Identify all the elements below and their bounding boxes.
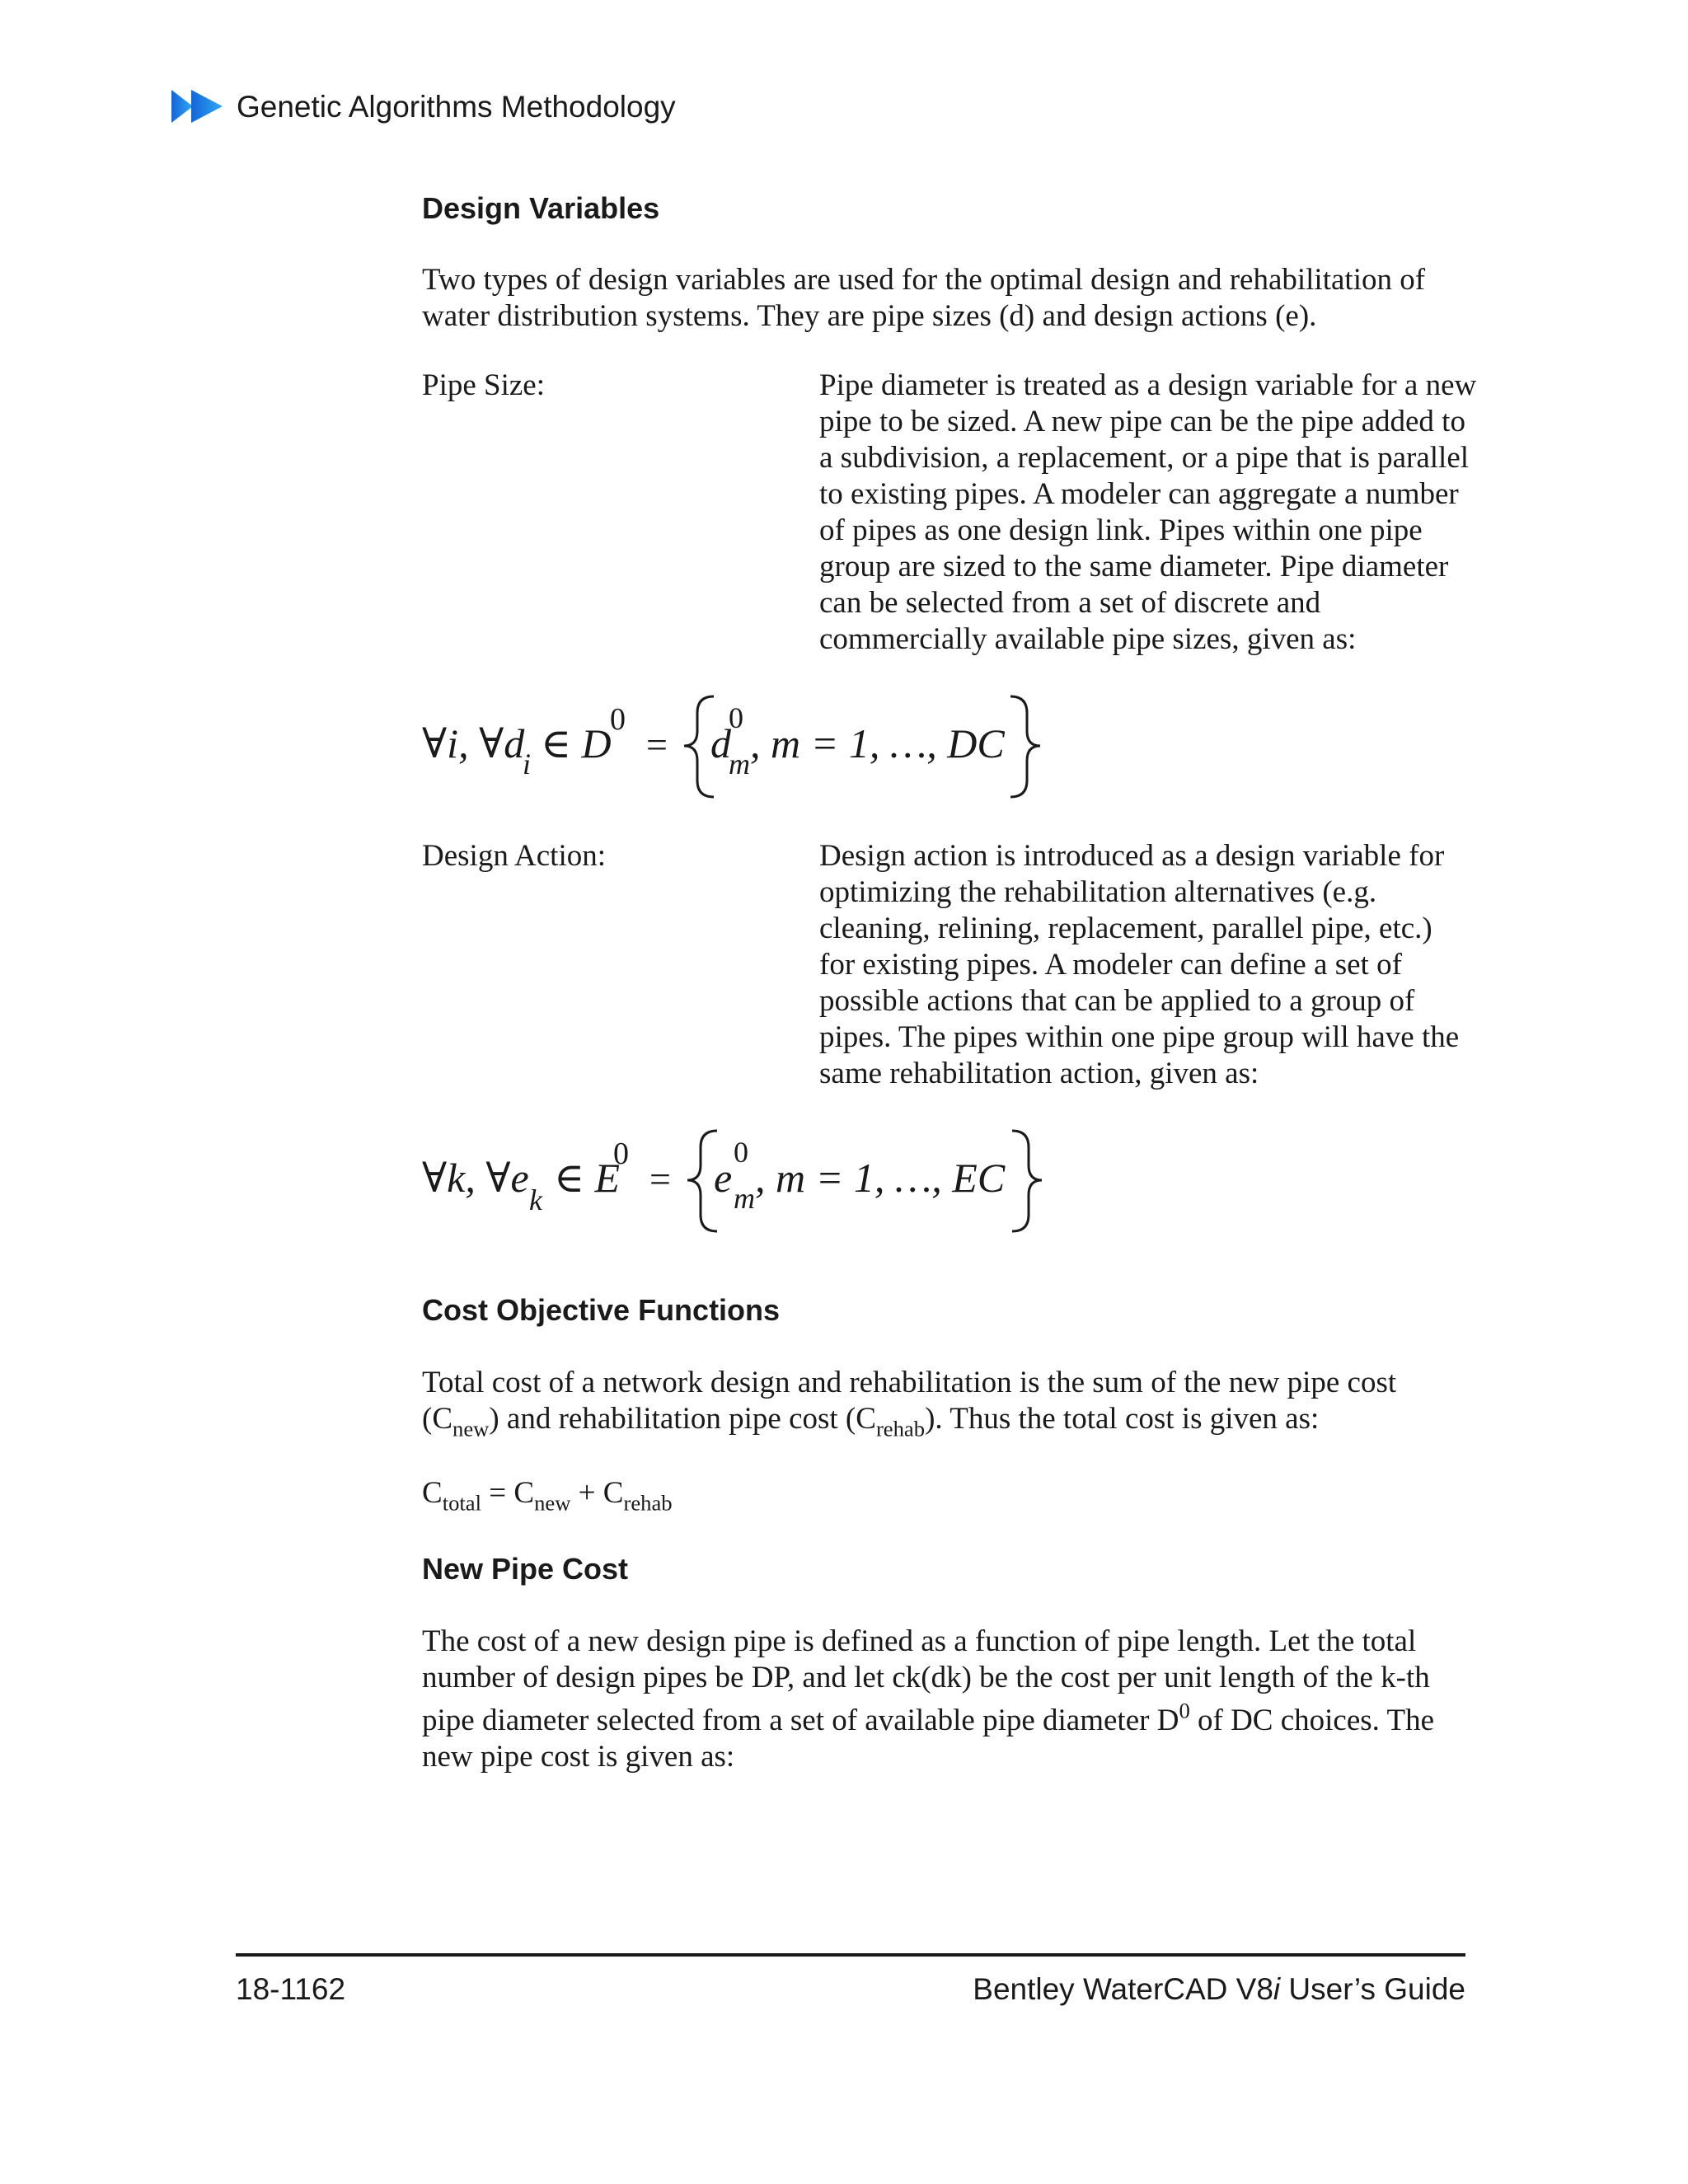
eq2-elem-sub: m (734, 1182, 755, 1215)
eq1-right-brace (1010, 696, 1040, 797)
paragraph-line: pipe diameter selected from a set of available pipe diameter $D^0$ of DC choices. The (422, 1698, 1435, 1737)
cost-objective-heading: Cost Objective Functions (422, 1293, 781, 1327)
eq2-sub-k: k (529, 1183, 542, 1216)
page-number: 18-1162 (236, 1972, 346, 2006)
desc-line: optimizing the rehabilitation alternatives (e.g. (819, 875, 1377, 909)
design-variables-intro (422, 262, 1461, 335)
desc-line: to existing pipes. A modeler can aggregate a number (819, 477, 1459, 511)
guide-title: Bentley WaterCAD V8i User’s Guide (973, 1972, 1465, 2006)
desc-line: Pipe diameter is treated as a design variable for a new (819, 368, 1477, 402)
paragraph-line: Total cost of a network design and rehabilitation is the sum of the new pipe cost (422, 1366, 1397, 1399)
eq2-forall: ∀k, ∀e (422, 1155, 529, 1201)
eq1-in-set: ∈ D (541, 720, 612, 766)
eq2-right-brace (1012, 1131, 1042, 1231)
new-pipe-cost-heading: New Pipe Cost (422, 1552, 629, 1586)
pipe-size-term: Pipe Size: (422, 368, 546, 402)
running-header-title: Genetic Algorithms Methodology (237, 90, 676, 124)
design-action-description (819, 838, 1470, 1092)
desc-line: of pipes as one design link. Pipes within one pipe (819, 513, 1423, 547)
desc-line: pipe to be sized. A new pipe can be the pipe added to (819, 405, 1465, 438)
eq2-element: e (714, 1155, 733, 1201)
desc-line: pipes. The pipes within one pipe group will have the (819, 1020, 1460, 1054)
eq2-elem-sup: 0 (734, 1136, 748, 1169)
eq1-rest: , m = 1, …, DC (750, 720, 1005, 766)
eq1-forall: ∀i, ∀d (422, 720, 525, 766)
eq2-rest: , m = 1, …, EC (755, 1155, 1006, 1201)
eq1-equals: = (646, 724, 668, 766)
eq1-element: d (710, 720, 731, 766)
eq1-elem-sup: 0 (729, 701, 743, 734)
new-pipe-cost-paragraph (422, 1624, 1461, 1775)
eq1-left-brace (684, 696, 714, 797)
eq1-sub-i: i (523, 748, 532, 780)
desc-line: Design action is introduced as a design variable for (819, 839, 1445, 873)
eq1-elem-sub: m (729, 748, 750, 780)
pipe-size-description (819, 368, 1477, 658)
desc-line: a subdivision, a replacement, or a pipe that is parallel (819, 441, 1470, 475)
cost-objective-paragraph (422, 1365, 1461, 1441)
paragraph-line: $(C_{new})$ and rehabilitation pipe cost $(C_{rehab})$. Thus the total cost is given as: (422, 1402, 1320, 1441)
eq1-sup-0: 0 (610, 702, 626, 737)
design-action-term: Design Action: (422, 839, 607, 873)
eq2-equals: = (649, 1158, 671, 1200)
desc-line: same rehabilitation action, given as: (819, 1057, 1259, 1090)
paragraph-line: The cost of a new design pipe is defined as a function of pipe length. Let the total (422, 1624, 1417, 1658)
design-action-equation (422, 1122, 1081, 1238)
eq2-in-set: ∈ E (554, 1155, 621, 1201)
design-variables-heading: Design Variables (422, 191, 660, 225)
desc-line: possible actions that can be applied to a group of (819, 984, 1415, 1018)
footer-rule (236, 1953, 1465, 1957)
desc-line: commercially available pipe sizes, given as: (819, 622, 1357, 656)
eq2-sup-0: 0 (613, 1137, 629, 1171)
double-chevron-right-icon (170, 88, 224, 124)
paragraph-line: number of design pipes be DP, and let ck(dk) be the cost per unit length of the k-th (422, 1661, 1430, 1694)
desc-line: for existing pipes. A modeler can define a set of (819, 948, 1402, 982)
desc-line: group are sized to the same diameter. Pipe diameter (819, 550, 1449, 583)
intro-line: Two types of design variables are used for the optimal design and rehabilitation of (422, 263, 1426, 297)
intro-line: water distribution systems. They are pipe sizes (d) and design actions (e). (422, 299, 1317, 333)
desc-line: cleaning, relining, replacement, parallel pipe, etc.) (819, 912, 1432, 945)
pipe-size-equation (422, 688, 1081, 804)
eq2-left-brace (687, 1131, 717, 1231)
total-cost-formula: $C_{total} = C_{new} + C_{rehab}$ (422, 1476, 673, 1516)
paragraph-line: new pipe cost is given as: (422, 1740, 735, 1774)
desc-line: can be selected from a set of discrete and (819, 586, 1321, 620)
